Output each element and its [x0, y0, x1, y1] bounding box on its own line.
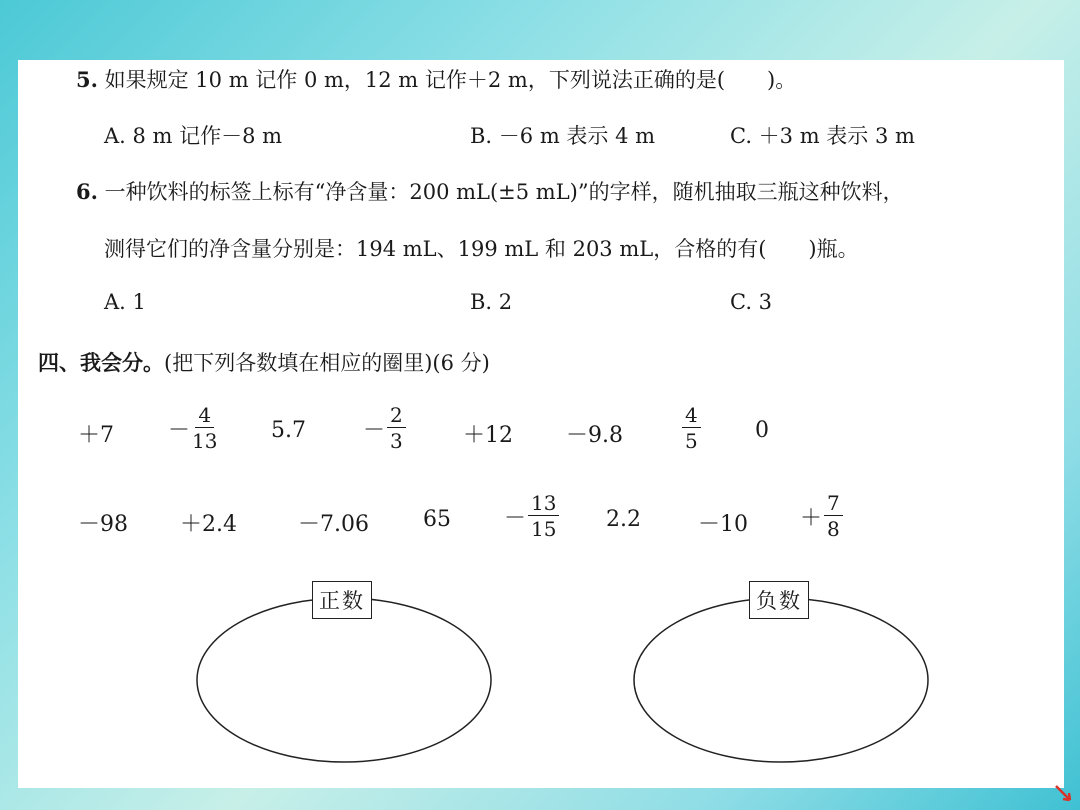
- denominator: 13: [192, 429, 218, 453]
- q5-option-b: B. －6 m 表示 4 m: [470, 124, 656, 148]
- q6-option-a: A. 1: [104, 290, 146, 314]
- q5-option-c: C. ＋3 m 表示 3 m: [730, 124, 915, 148]
- sorting-circles: [18, 60, 1064, 788]
- negative-circle: [634, 598, 928, 762]
- numerator: 4: [195, 405, 214, 428]
- number-item: ＋2.4: [180, 512, 237, 537]
- numerator: 2: [387, 405, 406, 428]
- number-item: 65: [423, 507, 451, 532]
- question-6-text-line1: 一种饮料的标签上标有“净含量：200 mL(±5 mL)”的字样，随机抽取三瓶这种饮料，: [104, 180, 904, 204]
- positive-circle: [197, 598, 491, 762]
- numerator: 13: [528, 493, 559, 516]
- section-4-title: 四、我会分。: [38, 350, 164, 375]
- q6-option-c: C. 3: [730, 290, 773, 314]
- corner-arrow-icon: [1054, 784, 1074, 804]
- question-5-text: 如果规定 10 m 记作 0 m，12 m 记作＋2 m，下列说法正确的是( )。: [104, 68, 797, 92]
- sign: －: [168, 417, 191, 443]
- number-item: －9.8: [566, 423, 623, 448]
- number-item: 0: [755, 418, 769, 443]
- section-4-note: (把下列各数填在相应的圈里)(6 分): [164, 351, 490, 375]
- numerator: 7: [824, 493, 843, 516]
- denominator: 5: [685, 429, 698, 453]
- number-item: －10: [698, 512, 748, 537]
- sign: －: [363, 417, 386, 443]
- negative-label: 负数: [749, 581, 809, 619]
- question-5-number: 5.: [76, 67, 98, 92]
- positive-label: 正数: [312, 581, 372, 619]
- worksheet-page: [18, 60, 1064, 788]
- number-item: ＋7: [78, 423, 114, 448]
- numerator: 4: [682, 405, 701, 428]
- question-6-text-line2: 测得它们的净含量分别是：194 mL、199 mL 和 203 mL，合格的有( )瓶。: [104, 237, 859, 261]
- q6-option-b: B. 2: [470, 290, 513, 314]
- number-item: －98: [78, 512, 128, 537]
- number-item: 5.7: [271, 418, 306, 443]
- question-6-number: 6.: [76, 179, 98, 204]
- sign: －: [504, 505, 527, 531]
- denominator: 15: [531, 517, 557, 541]
- number-item: －7.06: [298, 512, 369, 537]
- number-item: 2.2: [606, 507, 641, 532]
- sign: ＋: [800, 505, 823, 531]
- q5-option-a: A. 8 m 记作－8 m: [104, 124, 283, 148]
- denominator: 3: [390, 429, 403, 453]
- denominator: 8: [827, 517, 840, 541]
- number-item: ＋12: [463, 423, 513, 448]
